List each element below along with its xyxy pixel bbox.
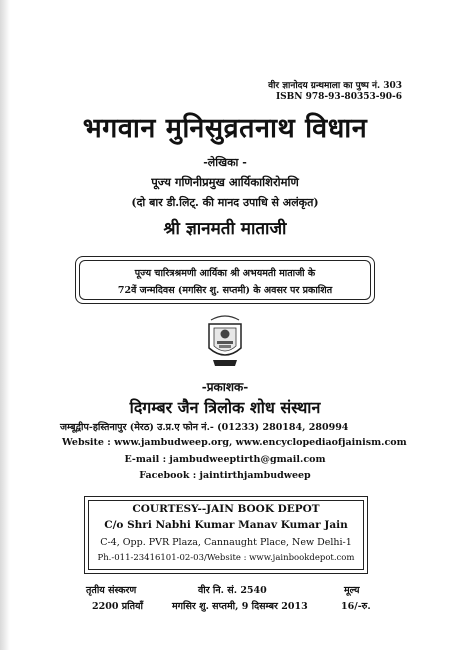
publisher-facebook: Facebook : jaintirthjambudweep <box>139 470 311 481</box>
courtesy-heading: COURTESY--JAIN BOOK DEPOT <box>132 503 320 515</box>
courtesy-care-of: C/o Shri Nabhi Kumar Manav Kumar Jain <box>104 519 348 531</box>
isbn-line: ISBN 978-93-80353-90-6 <box>275 92 402 102</box>
price-label: मूल्य <box>344 585 360 596</box>
publisher-address: जम्बूद्वीप-हस्तिनापुर (मेरठ) उ.प्र.ए फोन नं.- (01233) 280184, 280994 <box>60 422 349 433</box>
courtesy-address: C-4, Opp. PVR Plaza, Cannaught Place, New Delhi-1 <box>100 537 352 548</box>
dedication-line-2: 72वें जन्मदिवस (मगसिर शु. सप्तमी) के अवसर पर प्रकाशित <box>117 285 333 296</box>
author-honorific: पूज्य गणिनीप्रमुख आर्यिकाशिरोमणि <box>151 175 299 189</box>
publisher-label: -प्रकाशक- <box>201 380 249 394</box>
edition-label: तृतीय संस्करण <box>86 585 137 596</box>
publisher-website: Website : www.jambudweep.org, www.encyclopediaofjainism.com <box>62 437 407 448</box>
page-edge-shadow <box>0 0 10 650</box>
series-line: वीर ज्ञानोदय ग्रन्थमाला का पुष्प नं. 303 <box>268 81 402 91</box>
publisher-email: E-mail : jambudweeptirth@gmail.com <box>124 454 326 465</box>
dedication-line-1: पूज्य चारित्रश्रमणी आर्यिका श्री अभयमती माताजी के <box>134 268 316 279</box>
dedication-box <box>75 256 375 304</box>
price-value: 16/-रु. <box>341 601 371 612</box>
author-name: श्री ज्ञानमती माताजी <box>163 219 287 239</box>
veer-nirvan-year: वीर नि. सं. 2540 <box>198 585 267 596</box>
courtesy-contact: Ph.-011-23416101-02-03/Website : www.jainbookdepot.com <box>97 553 355 563</box>
institute-emblem-icon <box>205 312 245 368</box>
publisher-name: दिगम्बर जैन त्रिलोक शोध संस्थान <box>129 398 321 417</box>
author-degree-note: (दो बार डी.लिट्. की मानद उपाधि से अलंकृत) <box>131 196 319 209</box>
publication-date: मगसिर शु. सप्तमी, 9 दिसम्बर 2013 <box>172 601 308 612</box>
author-role: -लेखिका - <box>203 156 247 169</box>
book-title: भगवान मुनिसुव्रतनाथ विधान <box>82 113 368 144</box>
copies-count: 2200 प्रतियाँ <box>92 601 143 612</box>
courtesy-box <box>84 496 368 574</box>
